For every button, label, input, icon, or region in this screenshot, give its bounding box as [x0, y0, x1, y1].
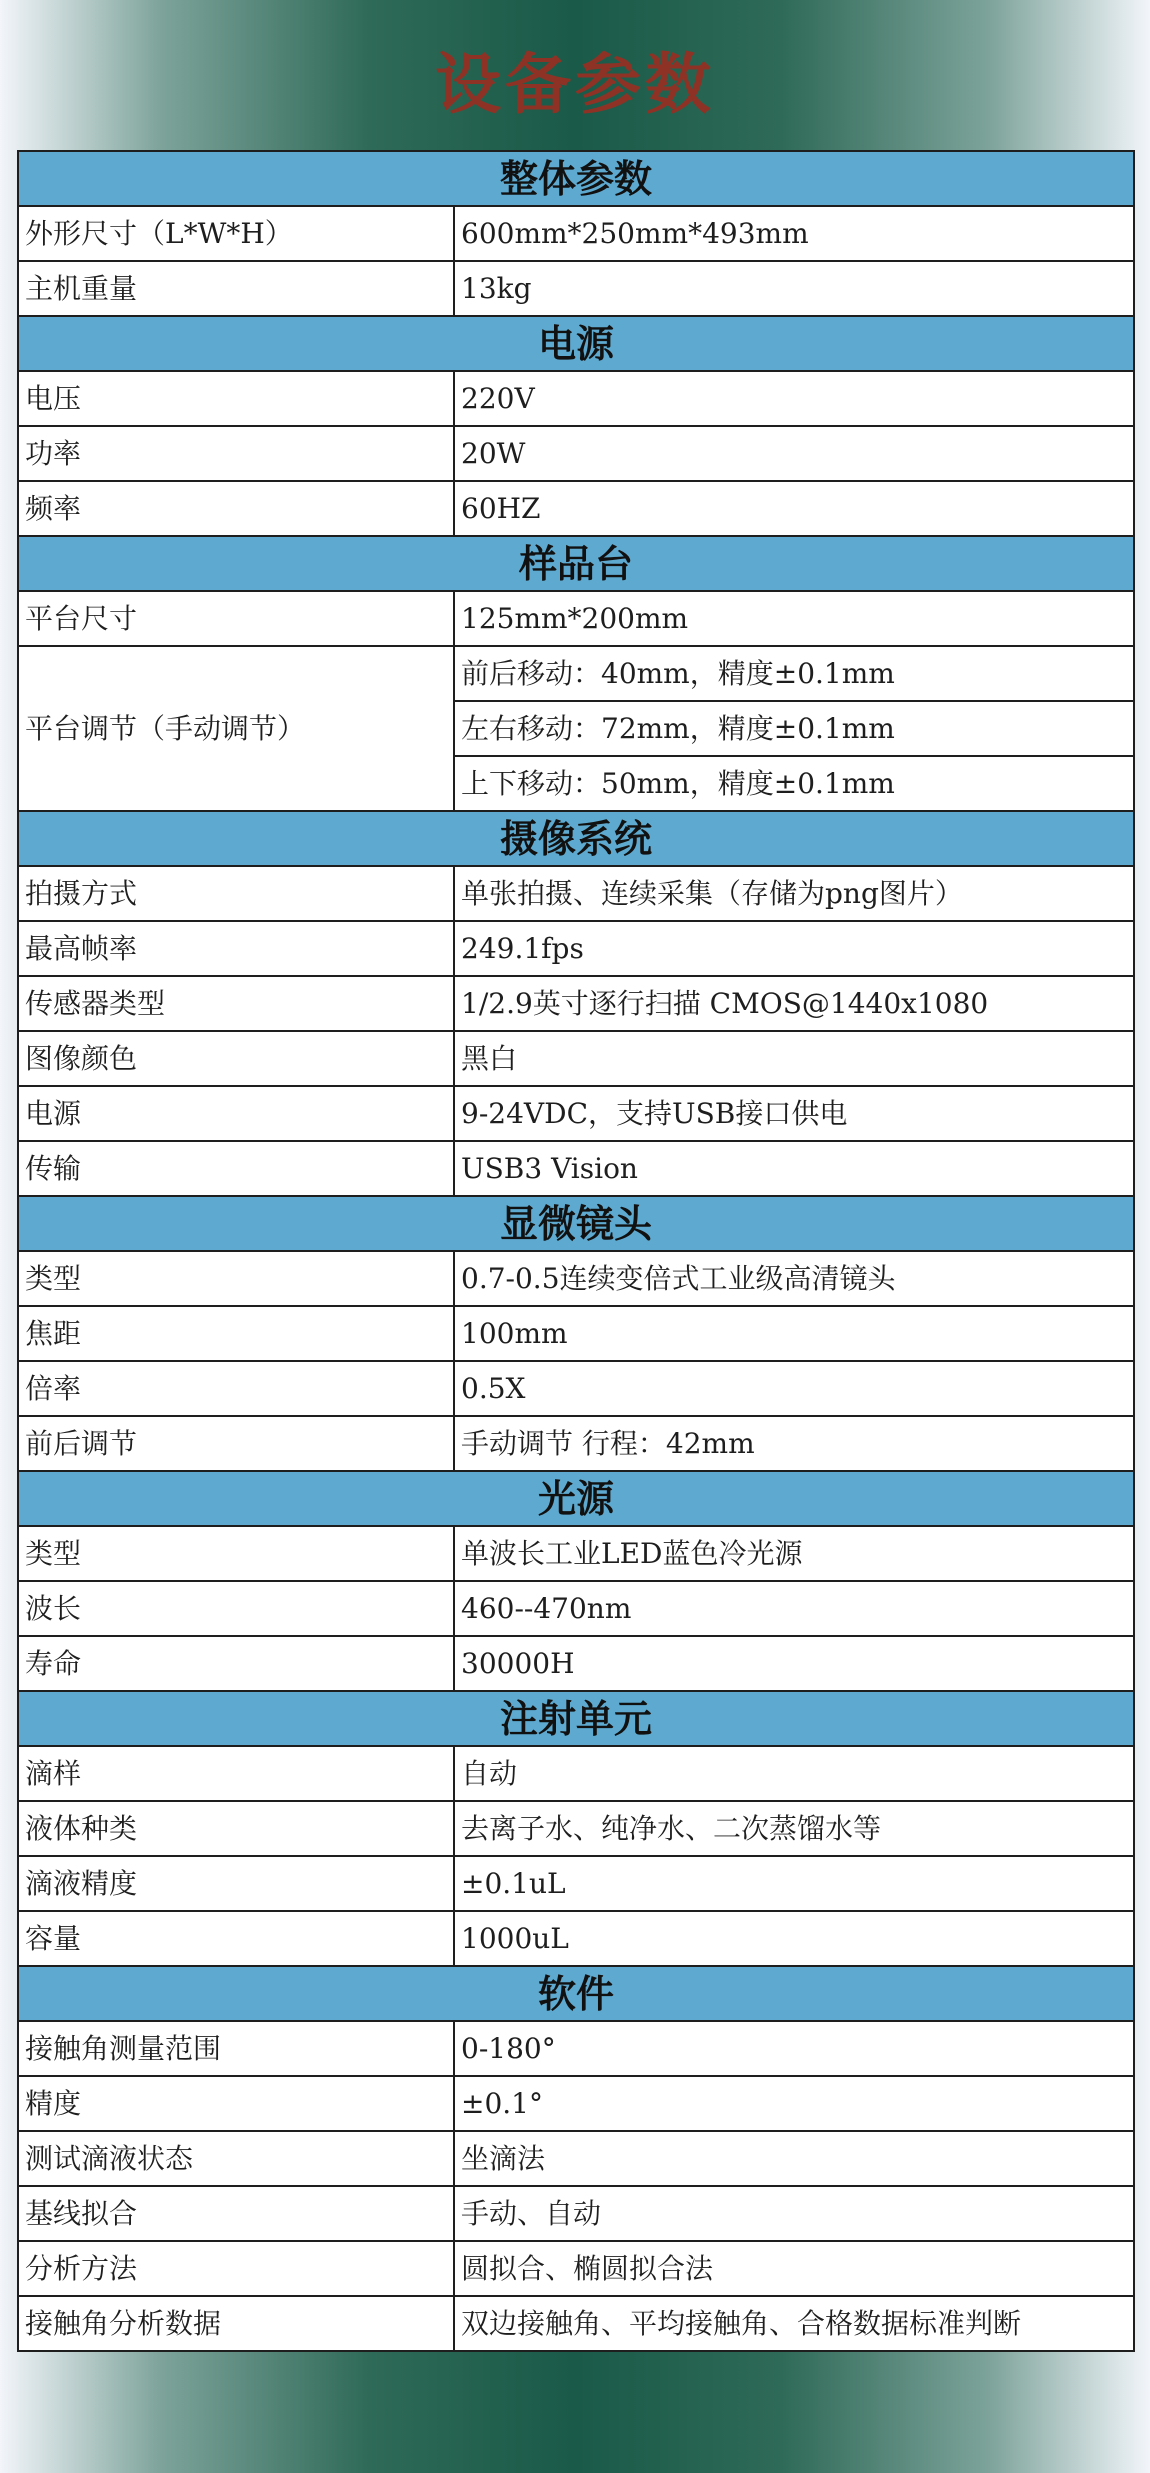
param-value: 手动调节 行程：42mm [454, 1416, 1134, 1471]
section-title: 光源 [18, 1471, 1134, 1526]
param-label: 容量 [18, 1911, 454, 1966]
section-title: 软件 [18, 1966, 1134, 2021]
section-header [18, 316, 1134, 371]
table-row [18, 921, 1134, 976]
param-label: 滴样 [18, 1746, 454, 1801]
param-value: 100mm [454, 1306, 1134, 1361]
section-header [18, 1196, 1134, 1251]
param-label: 平台调节（手动调节） [18, 646, 454, 811]
table-row [18, 646, 1134, 701]
table-row [18, 1746, 1134, 1801]
table-row [18, 1306, 1134, 1361]
param-value: 自动 [454, 1746, 1134, 1801]
table-row [18, 591, 1134, 646]
param-value: ±0.1° [454, 2076, 1134, 2131]
param-label: 焦距 [18, 1306, 454, 1361]
table-row [18, 2241, 1134, 2296]
param-value: 220V [454, 371, 1134, 426]
table-row [18, 1581, 1134, 1636]
param-label: 滴液精度 [18, 1856, 454, 1911]
param-value: 黑白 [454, 1031, 1134, 1086]
param-value: 前后移动：40mm，精度±0.1mm [454, 646, 1134, 701]
param-value: 125mm*200mm [454, 591, 1134, 646]
section-title: 电源 [18, 316, 1134, 371]
section-title: 显微镜头 [18, 1196, 1134, 1251]
param-label: 最高帧率 [18, 921, 454, 976]
param-value: 0.5X [454, 1361, 1134, 1416]
param-value: ±0.1uL [454, 1856, 1134, 1911]
param-value: 460--470nm [454, 1581, 1134, 1636]
param-label: 电压 [18, 371, 454, 426]
param-label: 波长 [18, 1581, 454, 1636]
param-value: 0.7-0.5连续变倍式工业级高清镜头 [454, 1251, 1134, 1306]
param-value: 60HZ [454, 481, 1134, 536]
param-label: 倍率 [18, 1361, 454, 1416]
table-row [18, 1416, 1134, 1471]
param-label: 液体种类 [18, 1801, 454, 1856]
param-value: 手动、自动 [454, 2186, 1134, 2241]
param-label: 功率 [18, 426, 454, 481]
table-row [18, 2186, 1134, 2241]
param-value: 600mm*250mm*493mm [454, 206, 1134, 261]
param-value: 30000H [454, 1636, 1134, 1691]
param-value: 坐滴法 [454, 2131, 1134, 2186]
param-value: 1/2.9英寸逐行扫描 CMOS@1440x1080 [454, 976, 1134, 1031]
section-header [18, 1691, 1134, 1746]
param-label: 接触角分析数据 [18, 2296, 454, 2351]
param-value: 9-24VDC，支持USB接口供电 [454, 1086, 1134, 1141]
param-value: 13kg [454, 261, 1134, 316]
section-header [18, 151, 1134, 206]
table-row [18, 1031, 1134, 1086]
table-row [18, 1911, 1134, 1966]
table-row [18, 2296, 1134, 2351]
param-value: 1000uL [454, 1911, 1134, 1966]
section-title: 整体参数 [18, 151, 1134, 206]
table-row [18, 481, 1134, 536]
param-label: 频率 [18, 481, 454, 536]
param-value: USB3 Vision [454, 1141, 1134, 1196]
param-value: 双边接触角、平均接触角、合格数据标准判断 [454, 2296, 1134, 2351]
param-label: 拍摄方式 [18, 866, 454, 921]
param-label: 寿命 [18, 1636, 454, 1691]
section-header [18, 1471, 1134, 1526]
param-value: 去离子水、纯净水、二次蒸馏水等 [454, 1801, 1134, 1856]
spec-table-body [18, 151, 1134, 2351]
param-label: 传感器类型 [18, 976, 454, 1031]
param-value: 20W [454, 426, 1134, 481]
table-row [18, 2076, 1134, 2131]
param-label: 测试滴液状态 [18, 2131, 454, 2186]
table-row [18, 371, 1134, 426]
table-row [18, 1361, 1134, 1416]
param-value: 单张拍摄、连续采集（存储为png图片） [454, 866, 1134, 921]
section-header [18, 811, 1134, 866]
param-label: 分析方法 [18, 2241, 454, 2296]
section-title: 摄像系统 [18, 811, 1134, 866]
param-value: 圆拟合、椭圆拟合法 [454, 2241, 1134, 2296]
spec-table [17, 150, 1135, 2352]
param-label: 平台尺寸 [18, 591, 454, 646]
section-title: 样品台 [18, 536, 1134, 591]
param-label: 电源 [18, 1086, 454, 1141]
table-row [18, 1636, 1134, 1691]
table-row [18, 261, 1134, 316]
param-label: 外形尺寸（L*W*H） [18, 206, 454, 261]
param-label: 前后调节 [18, 1416, 454, 1471]
param-label: 基线拟合 [18, 2186, 454, 2241]
param-value: 0-180° [454, 2021, 1134, 2076]
param-label: 接触角测量范围 [18, 2021, 454, 2076]
table-row [18, 2131, 1134, 2186]
section-header [18, 536, 1134, 591]
param-label: 类型 [18, 1251, 454, 1306]
section-title: 注射单元 [18, 1691, 1134, 1746]
param-label: 类型 [18, 1526, 454, 1581]
table-row [18, 1141, 1134, 1196]
param-value: 249.1fps [454, 921, 1134, 976]
page-title: 设备参数 [435, 46, 715, 123]
table-row [18, 976, 1134, 1031]
table-row [18, 1526, 1134, 1581]
table-row [18, 1801, 1134, 1856]
table-row [18, 866, 1134, 921]
param-value: 左右移动：72mm，精度±0.1mm [454, 701, 1134, 756]
param-label: 传输 [18, 1141, 454, 1196]
param-label: 精度 [18, 2076, 454, 2131]
table-row [18, 1086, 1134, 1141]
section-header [18, 1966, 1134, 2021]
table-row [18, 426, 1134, 481]
param-value: 单波长工业LED蓝色冷光源 [454, 1526, 1134, 1581]
table-row [18, 1251, 1134, 1306]
param-label: 图像颜色 [18, 1031, 454, 1086]
param-value: 上下移动：50mm，精度±0.1mm [454, 756, 1134, 811]
table-row [18, 2021, 1134, 2076]
table-row [18, 206, 1134, 261]
param-label: 主机重量 [18, 261, 454, 316]
table-row [18, 1856, 1134, 1911]
